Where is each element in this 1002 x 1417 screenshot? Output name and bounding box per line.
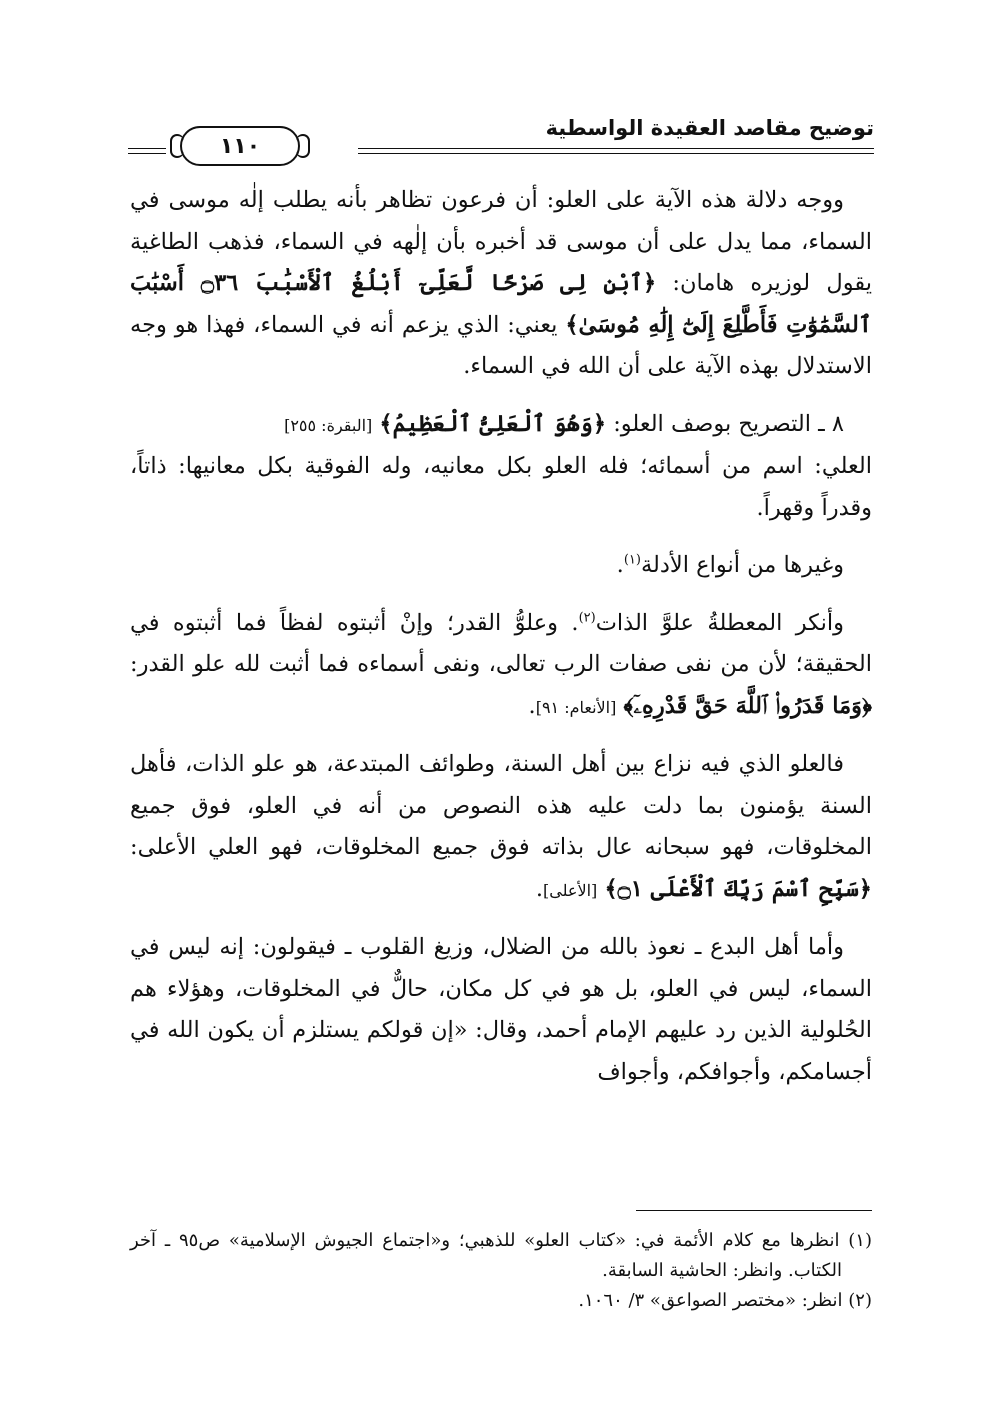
paragraph: وأنكر المعطلةُ علوَّ الذات$^{(٢)}$. وعلوُّ القدر؛ وإنْ أثبتوه لفظاً فما أثبتوه في الحقيقة؛ لأن من نفى صفات الرب تعالى، ونفى أسماءه فما أثبت لله علو القدر: ﴿وَمَا قَدَرُوا۟ ٱللَّهَ حَقَّ قَدْرِهِۦٓ﴾ [الأنعام: ٩١]. xyxy=(130,609,872,719)
footnote: (١) انظرها مع كلام الأئمة في: «كتاب العلو» للذهبي؛ و«اجتماع الجيوش الإسلامية» ص٩٥ ـ آخر الكتاب. وانظر: الحاشية السابقة. xyxy=(130,1230,872,1281)
quran-verse: ﴿ٱبْنِ لِى صَرْحًا لَّعَلِّىٓ أَبْلُغُ ٱلْأَسْبَٰبَ ۝٣٦ أَسْبَٰبَ ٱلسَّمَٰوَٰتِ فَأَطَّلِعَ إِلَىٰٓ إِلَٰهِ مُوسَىٰ﴾ xyxy=(130,270,872,338)
page-number: ١١٠ xyxy=(219,133,261,159)
header-rule xyxy=(358,153,874,154)
paragraph: وغيرها من أنواع الأدلة$^{(١)}$. xyxy=(616,552,844,578)
footnote-marker: (١) xyxy=(623,552,641,568)
verse-reference: [الأعلى] xyxy=(543,880,598,900)
paragraph: فالعلو الذي فيه نزاع بين أهل السنة، وطوائف المبتدعة، هو علو الذات، فأهل السنة يؤمنون بما دلت عليه هذه النصوص من أنه في العلو، فوق جميع المخلوقات، فهو سبحانه عال بذاته فوق جميع المخلوقات، فهو العلي الأعلى: ﴿سَبِّحِ ٱسْمَ رَبِّكَ ٱلْأَعْلَى ۝١﴾ [الأعلى]. xyxy=(130,751,872,902)
main-text xyxy=(130,180,872,1109)
paragraph: وأما أهل البدع ـ نعوذ بالله من الضلال، وزيغ القلوب ـ فيقولون: إنه ليس في السماء، ليس في العلو، بل هو في كل مكان، حالٌّ في المخلوقات، وهؤلاء هم الحُلولية الذين رد عليهم الإمام أحمد، وقال: «إن قولكم يستلزم أن يكون الله في أجسامكم، وأجوافكم، وأجواف xyxy=(130,934,872,1085)
running-title: توضيح مقاصد العقيدة الواسطية xyxy=(545,116,874,140)
header-rule xyxy=(128,153,166,154)
footnote-marker: (٢) xyxy=(578,610,596,625)
header-rule xyxy=(358,148,874,149)
quran-verse: ﴿سَبِّحِ ٱسْمَ رَبِّكَ ٱلْأَعْلَى ۝١﴾ xyxy=(604,875,872,902)
quran-verse: ﴿وَهُوَ ٱلْعَلِىُّ ٱلْعَظِيمُ﴾ xyxy=(379,410,607,437)
page-number-frame xyxy=(180,126,300,166)
paragraph: ٨ ـ التصريح بوصف العلو: ﴿وَهُوَ ٱلْعَلِىُّ ٱلْعَظِيمُ﴾ [البقرة: ٢٥٥] العلي: اسم من أسمائه؛ فله العلو بكل معانيه، وله الفوقية بكل معانيها: ذاتاً، وقدراً وقهراً. xyxy=(130,410,872,521)
quran-verse: ﴿وَمَا قَدَرُوا۟ ٱللَّهَ حَقَّ قَدْرِهِۦٓ﴾ xyxy=(623,692,872,719)
verse-reference: [البقرة: ٢٥٥] xyxy=(284,415,373,435)
header-rule xyxy=(128,148,166,149)
paragraph: ووجه دلالة هذه الآية على العلو: أن فرعون تظاهر بأنه يطلب إلٰه موسى في السماء، مما يدل على أن موسى قد أخبره بأن إلٰهه في السماء، فذهب الطاغية يقول لوزيره هامان: ﴿ٱبْنِ لِى صَرْحًا لَّعَلِّىٓ أَبْلُغُ ٱلْأَسْبَٰبَ ۝٣٦ أَسْبَٰبَ ٱلسَّمَٰوَٰتِ فَأَطَّلِعَ إِلَىٰٓ إِلَٰهِ مُوسَىٰ﴾ يعني: الذي يزعم أنه في السماء، فهذا هو وجه الاستدلال بهذه الآية على أن الله في السماء. xyxy=(130,187,872,379)
page-header xyxy=(128,108,874,158)
footnotes xyxy=(130,1226,872,1316)
footnote: (٢) انظر: «مختصر الصواعق» ٣/ ١٠٦٠. xyxy=(578,1290,872,1311)
verse-reference: [الأنعام: ٩١] xyxy=(535,697,617,717)
footnote-separator xyxy=(636,1210,872,1211)
